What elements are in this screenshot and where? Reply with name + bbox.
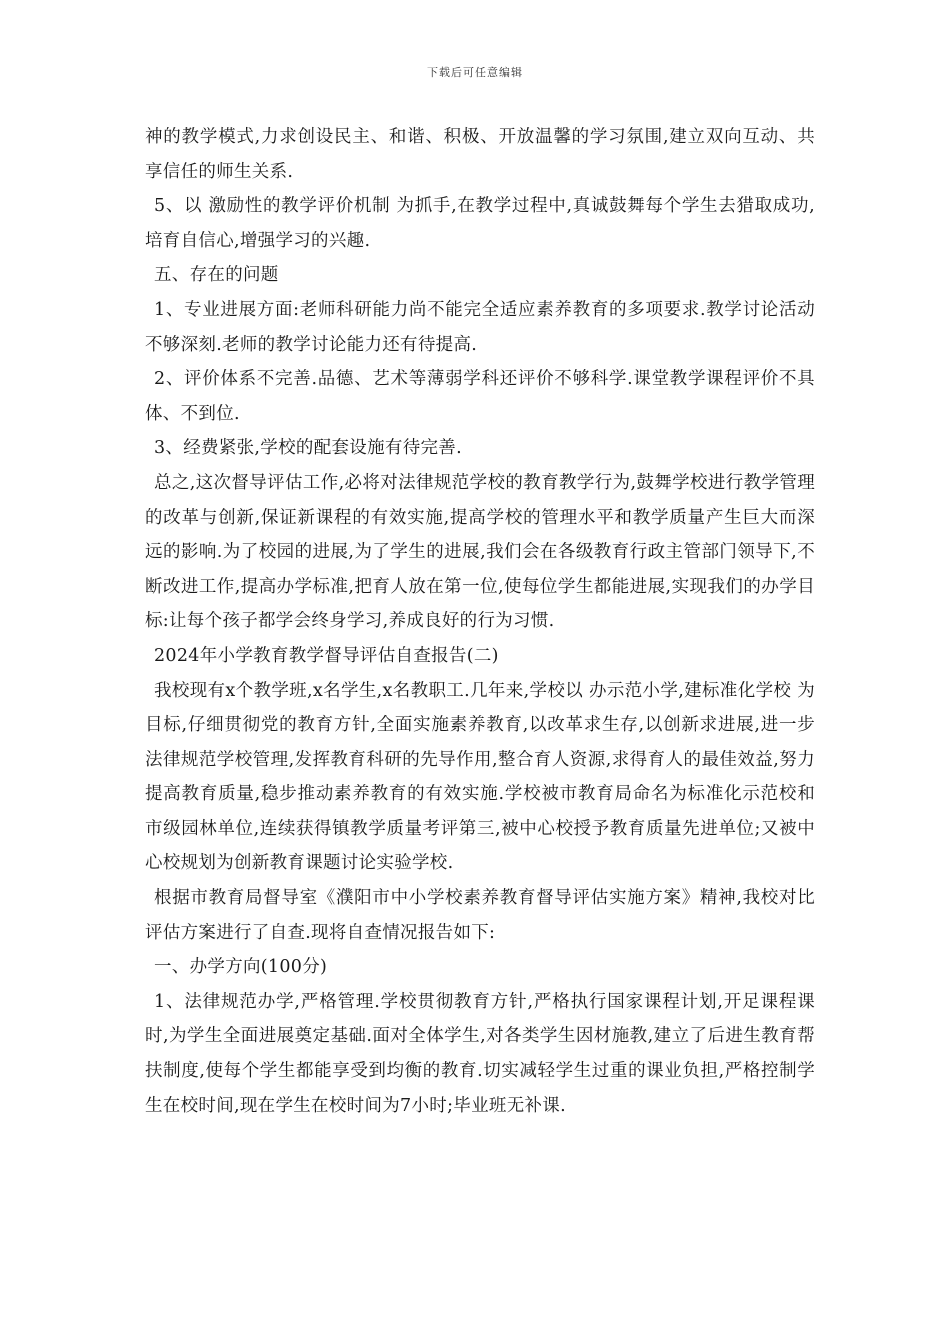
paragraph-school-overview: 我校现有x个教学班,x名学生,x名教职工.几年来,学校以 办示范小学,建标准化学校 为目标,仔细贯彻党的教育方针,全面实施素养教育,以改革求生存,以创新求进展,进一步法律规范学校管理,发挥教育科研的先导作用,整合育人资源,求得育人的最佳效益,努力提高教育质量,稳步推动素养教育的有效实施.学校被市教育局命名为标准化示范校和市级园林单位,连续获得镇教学质量考评第三,被中心校授予教育质量先进单位;又被中心校规划为创新教育课题讨论实验学校.: [145, 680, 815, 874]
paragraph-item-5: 5、以 激励性的教学评价机制 为抓手,在教学过程中,真诚鼓舞每个学生去猎取成功,培育自信心,增强学习的兴趣.: [145, 196, 815, 251]
section-heading-problems: 五、存在的问题: [154, 265, 279, 286]
paragraph-continuation: 神的教学模式,力求创设民主、和谐、积极、开放温馨的学习氛围,建立双向互动、共享信任的师生关系.: [145, 127, 815, 182]
paragraph-problem-3: 3、经费紧张,学校的配套设施有待完善.: [154, 438, 462, 459]
paragraph-problem-2: 2、评价体系不完善.品德、艺术等薄弱学科还评价不够科学.课堂教学课程评价不具体、不到位.: [145, 369, 815, 424]
paragraph-direction-1: 1、法律规范办学,严格管理.学校贯彻教育方针,严格执行国家课程计划,开足课程课时,为学生全面进展奠定基础.面对全体学生,对各类学生因材施教,建立了后进生教育帮扶制度,使每个学生都能享受到均衡的教育.切实减轻学生过重的课业负担,严格控制学生在校时间,现在学生在校时间为7小时;毕业班无补课.: [145, 991, 815, 1116]
paragraph-self-inspection: 根据市教育局督导室《濮阳市中小学校素养教育督导评估实施方案》精神,我校对比评估方案进行了自查.现将自查情况报告如下:: [145, 888, 815, 943]
document-body: [145, 120, 815, 1123]
paragraph-conclusion: 总之,这次督导评估工作,必将对法律规范学校的教育教学行为,鼓舞学校进行教学管理的改革与创新,保证新课程的有效实施,提高学校的管理水平和教学质量产生巨大而深远的影响.为了校园的进展,为了学生的进展,我们会在各级教育行政主管部门领导下,不断改进工作,提高办学标准,把育人放在第一位,使每位学生都能进展,实现我们的办学目标:让每个孩子都学会终身学习,养成良好的行为习惯.: [145, 472, 815, 632]
section-heading-direction: 一、办学方向(100分): [154, 957, 328, 978]
paragraph-problem-1: 1、专业进展方面:老师科研能力尚不能完全适应素养教育的多项要求.教学讨论活动不够深刻.老师的教学讨论能力还有待提高.: [145, 299, 815, 355]
page-header: 下载后可任意编辑: [427, 66, 523, 79]
report-title: 2024年小学教育教学督导评估自查报告(二): [154, 645, 499, 666]
